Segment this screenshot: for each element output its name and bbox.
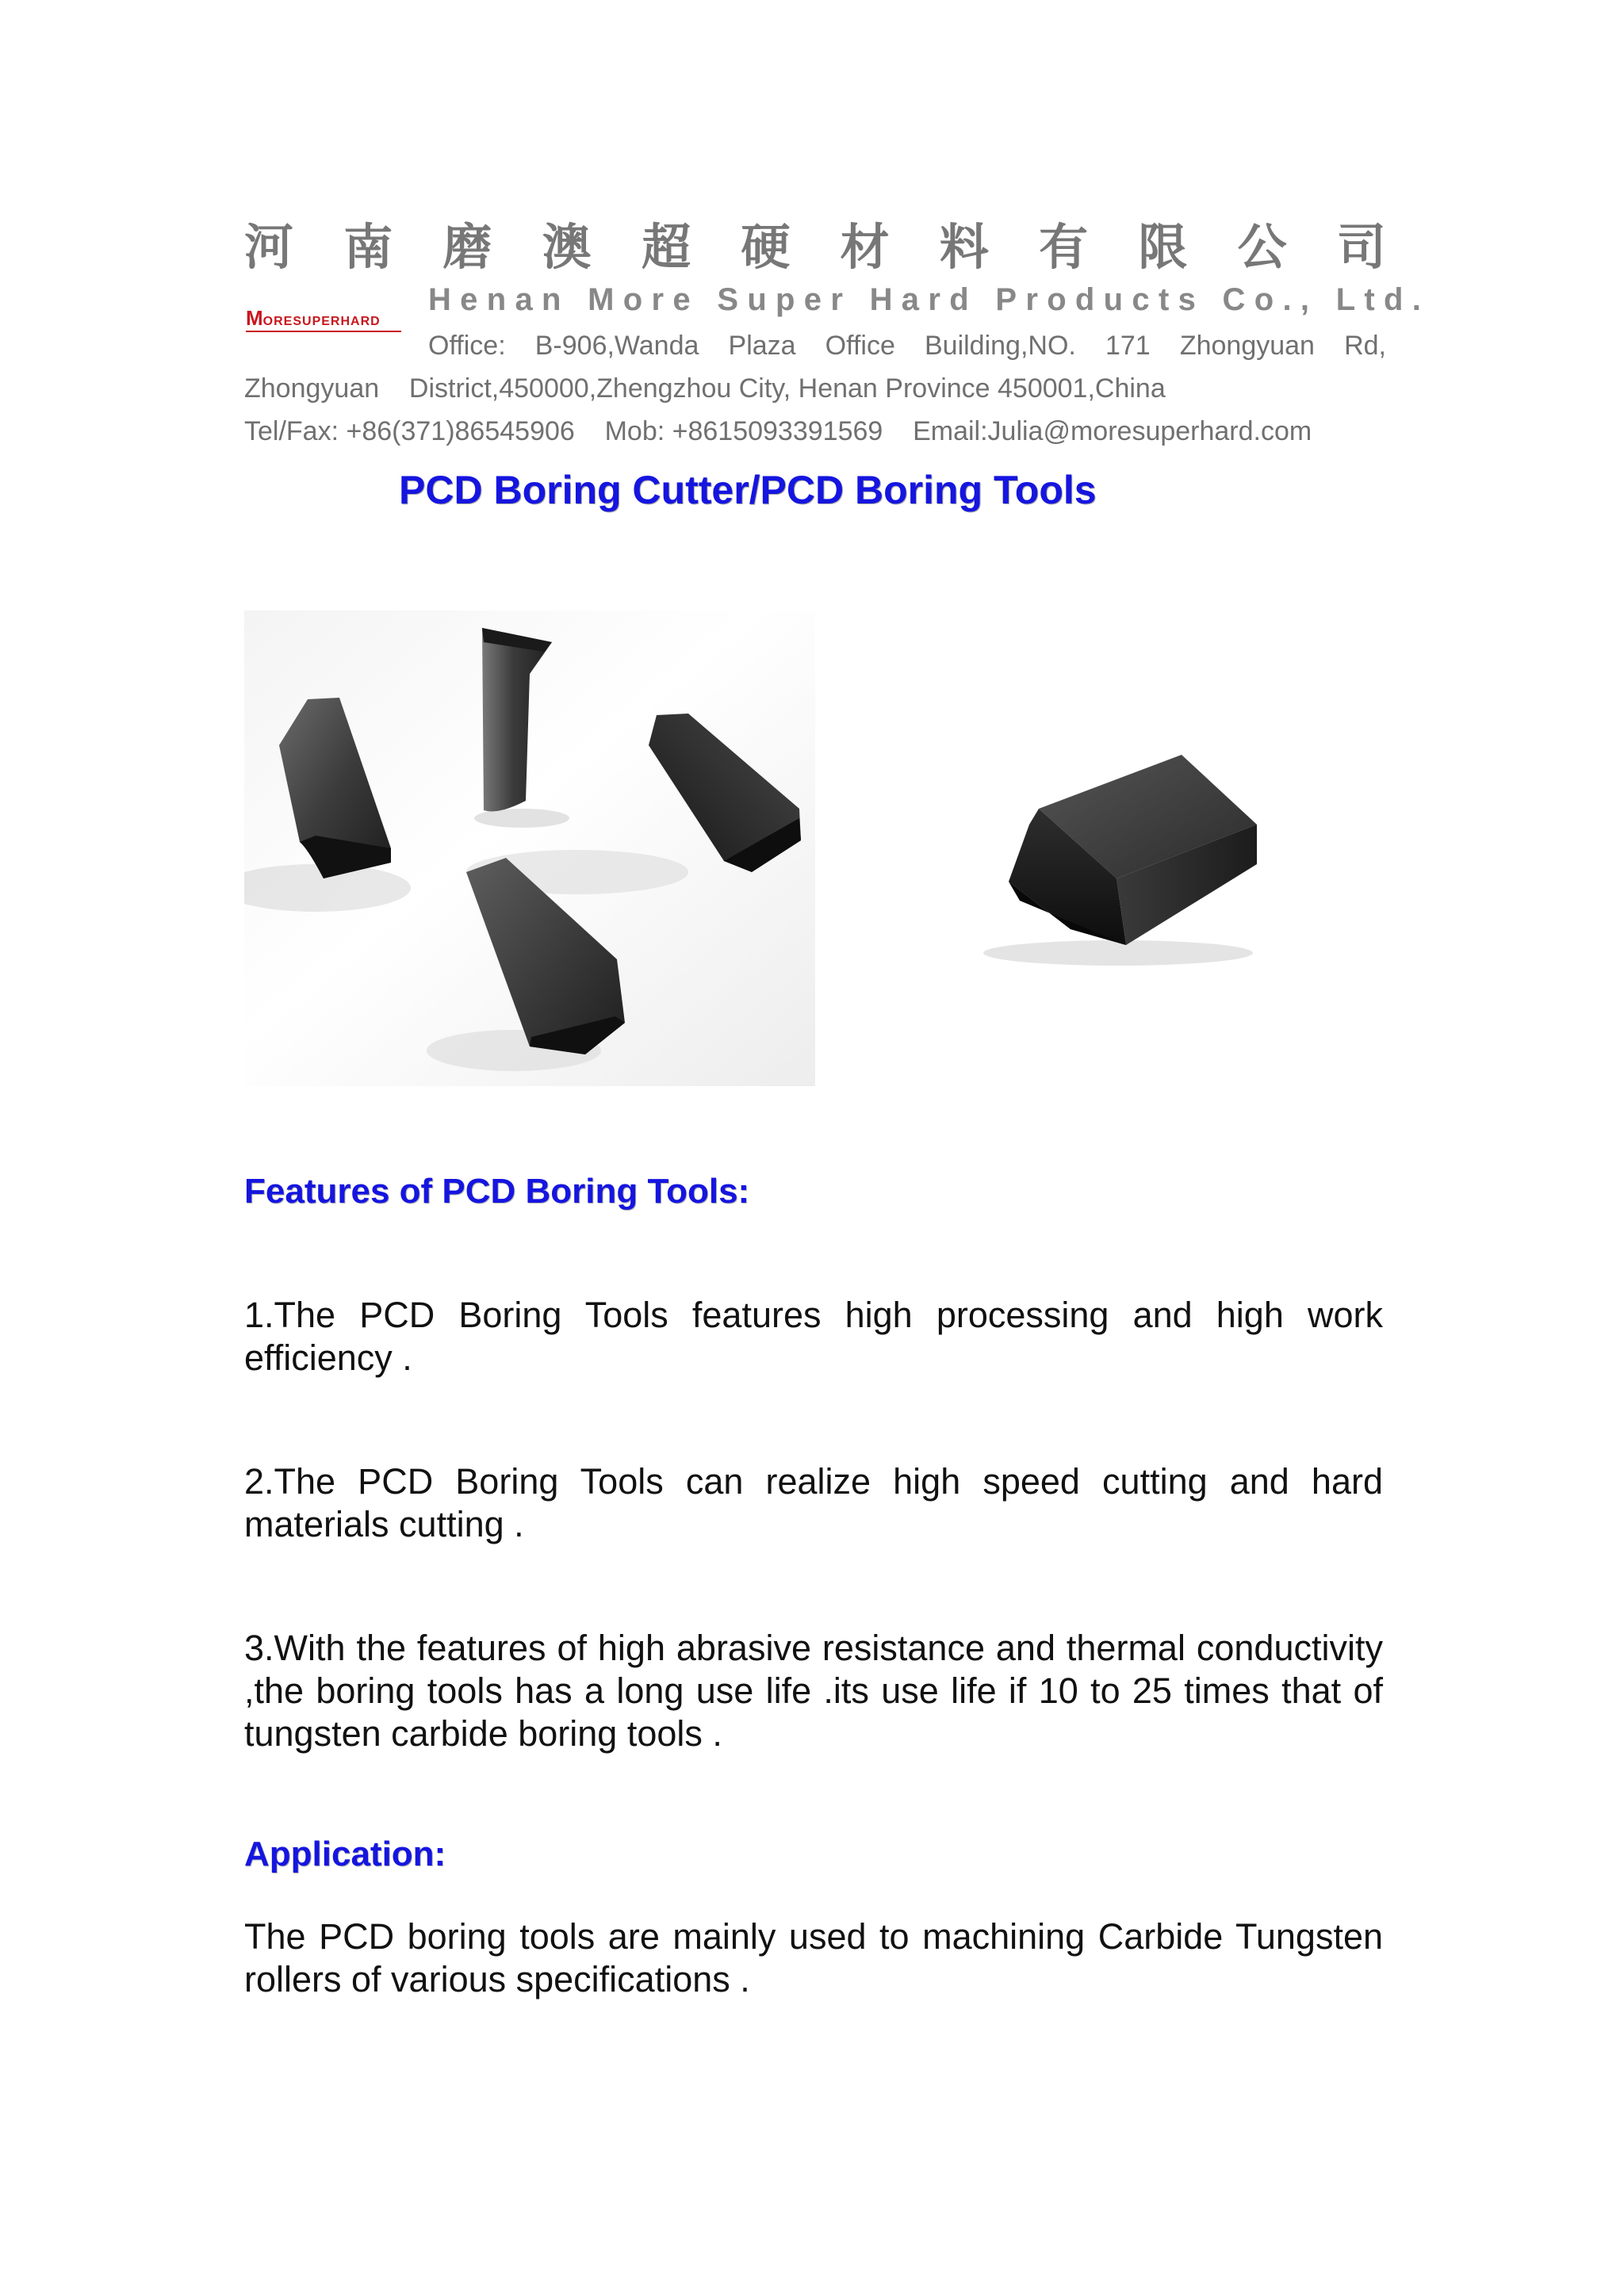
cn-char: 材 [840, 218, 890, 276]
application-text: The PCD boring tools are mainly used to machining Carbide Tungsten rollers of various specifications . [244, 1916, 1383, 1999]
application-heading: Application: [244, 1835, 446, 1873]
company-name-english: Henan More Super Hard Products Co., Ltd. [428, 282, 1431, 317]
feature-item-3: 3.With the features of high abrasive resistance and thermal conductivity ,the boring tools has a long use life .its use life if 10 to 25 times that of tungsten carbide boring tools . [244, 1628, 1383, 1754]
cn-char: 司 [1336, 218, 1386, 276]
cn-char: 河 [244, 218, 294, 276]
feature-item-1: 1.The PCD Boring Tools features high processing and high work efficiency . [244, 1295, 1383, 1378]
photo-single-insert [944, 745, 1277, 975]
cn-char: 有 [1039, 218, 1089, 276]
document-title: PCD Boring Cutter/PCD Boring Tools [399, 468, 1097, 512]
address-line-2: Zhongyuan District,450000,Zhengzhou City, Henan Province 450001,China [244, 373, 1166, 404]
cn-char: 硬 [741, 218, 791, 276]
features-heading: Features of PCD Boring Tools: [244, 1172, 750, 1211]
company-logo [246, 306, 404, 333]
cn-char: 南 [343, 218, 393, 276]
cn-char: 磨 [442, 218, 492, 276]
photo-four-inserts [244, 610, 815, 1086]
company-name-chinese [244, 208, 1386, 278]
cn-char: 限 [1138, 218, 1188, 276]
cn-char: 公 [1237, 218, 1287, 276]
contact-line: Tel/Fax: +86(371)86545906 Mob: +8615093391569 Email:Julia@moresuperhard.com [244, 416, 1312, 446]
cn-char: 澳 [542, 218, 592, 276]
cn-char: 超 [642, 218, 691, 276]
address-line-1-text: Office: B-906,Wanda Plaza Office Building,NO. 171 Zhongyuan Rd, [428, 331, 1386, 361]
cn-char: 料 [939, 218, 989, 276]
feature-item-2: 2.The PCD Boring Tools can realize high speed cutting and hard materials cutting . [244, 1461, 1383, 1544]
logo-underline [246, 331, 401, 332]
logo-wordmark [246, 306, 381, 331]
logo-lead-letter: M [246, 306, 263, 330]
logo-rest-letters: ORESUPERHARD [262, 315, 381, 328]
